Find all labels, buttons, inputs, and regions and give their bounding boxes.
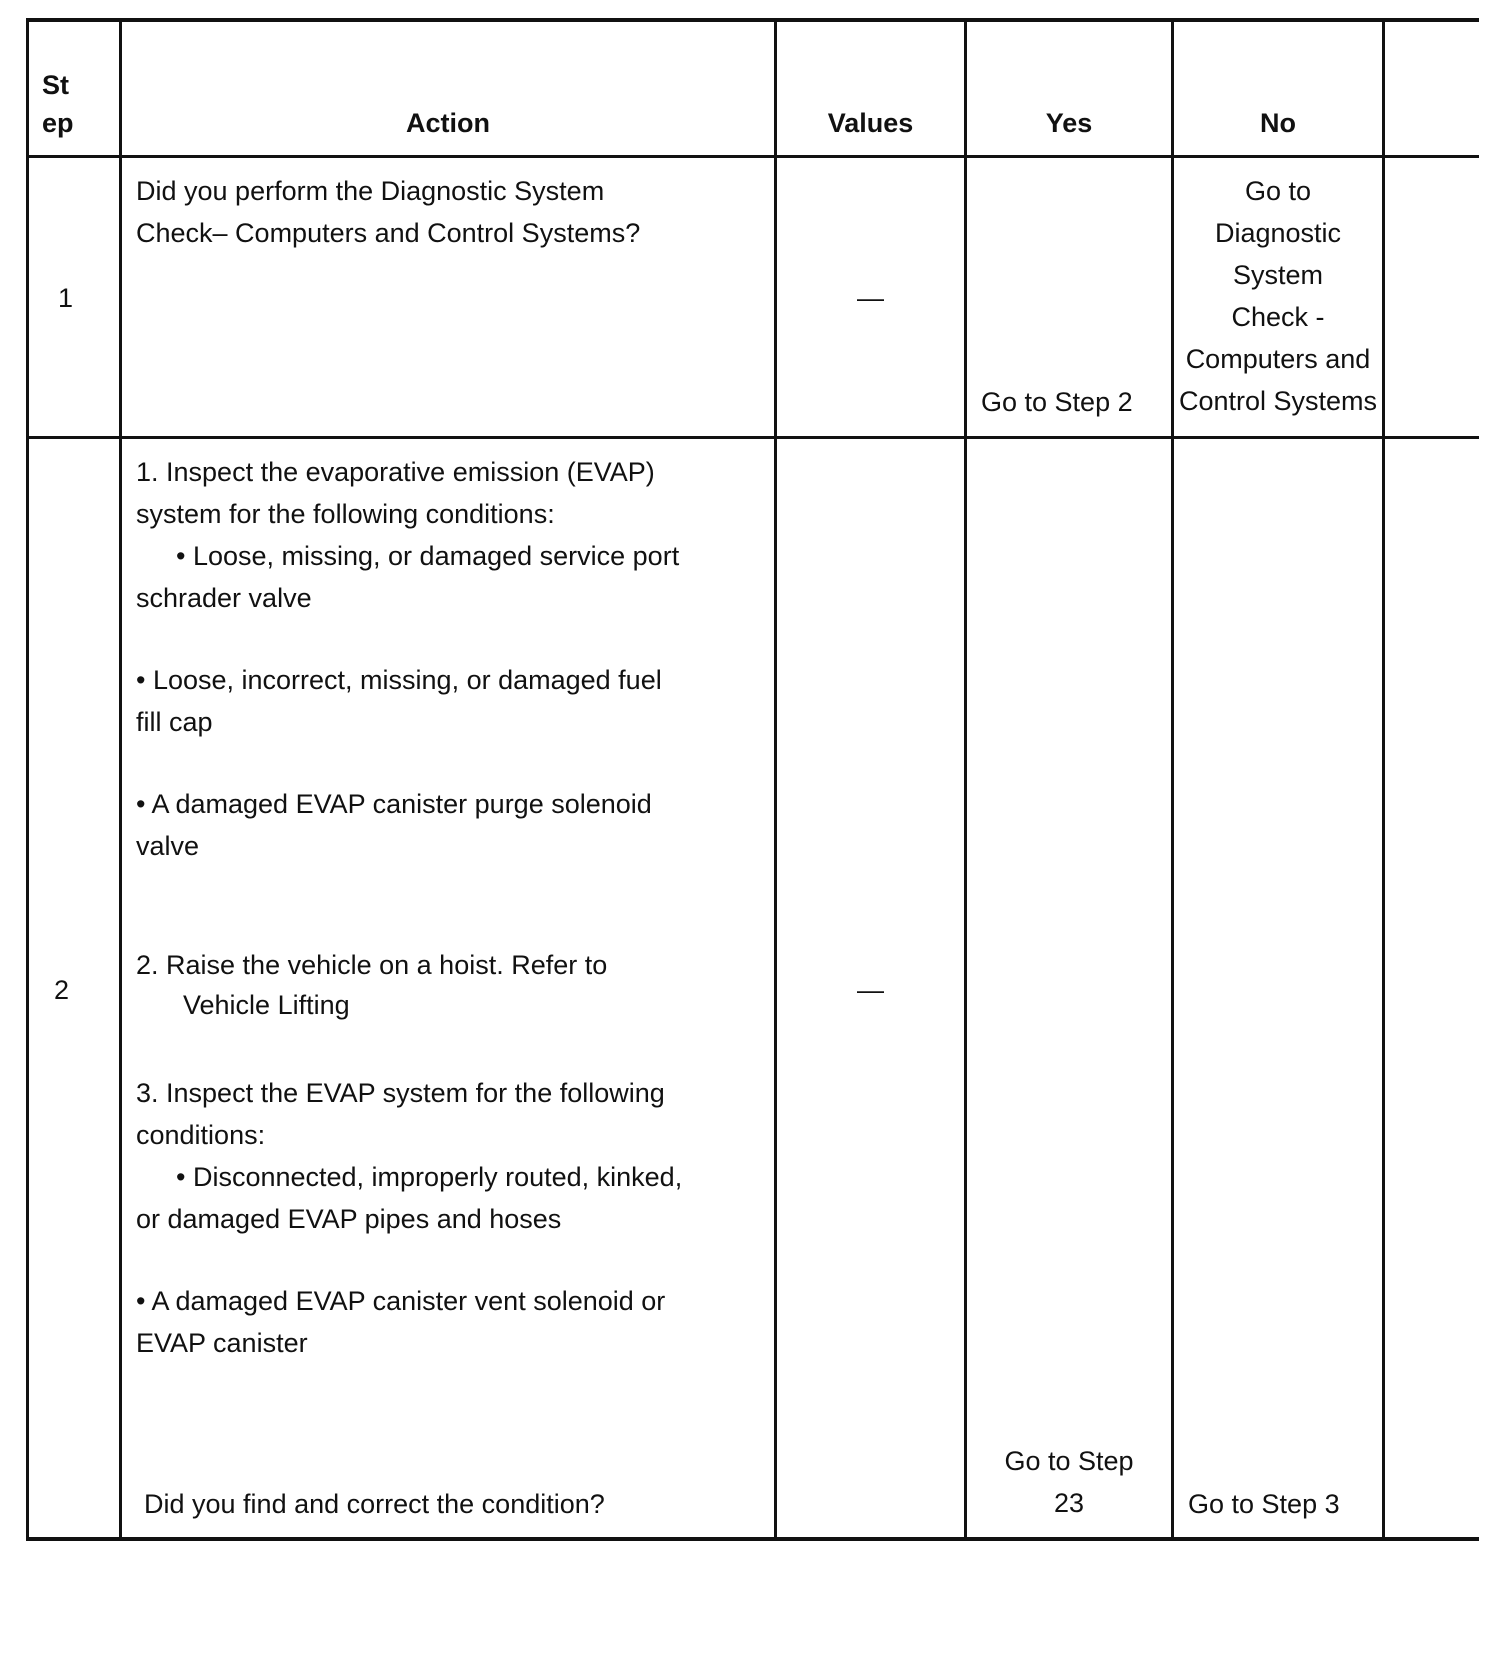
step-number: 2 [54,975,70,1005]
table-border-left [26,18,29,1541]
action-bullet-1: • Loose, missing, or damaged service port schrader valve [136,541,680,613]
action-question: Did you find and correct the condition? [144,1489,605,1519]
table-border-bottom [26,1537,1479,1541]
header-step: St ep [42,70,74,138]
header-no: No [1260,108,1296,138]
step-number: 1 [58,283,74,313]
table-border-top [26,18,1479,22]
col-divider-step [119,18,122,1541]
yes-link[interactable]: Go to Step 23 [1004,1446,1134,1518]
action-item-2: 2. Raise the vehicle on a hoist. Refer to Vehicle Lifting [136,945,607,1025]
action-text: Did you perform the Diagnostic System Check– Computers and Control Systems? [136,176,641,248]
header-values: Values [827,108,914,138]
no-link[interactable]: Go to Step 3 [1188,1489,1340,1519]
diagnostic-table [26,18,1479,1641]
header-yes: Yes [1045,108,1093,138]
row-divider [26,436,1479,439]
col-divider-action [774,18,777,1541]
action-bullet-4: • Disconnected, improperly routed, kinked, or damaged EVAP pipes and hoses [136,1162,683,1234]
table-border-right [1382,18,1385,1541]
value-text: — [857,283,884,313]
col-divider-values [964,18,967,1541]
action-item-3: 3. Inspect the EVAP system for the following conditions: [136,1078,665,1150]
action-bullet-2: • Loose, incorrect, missing, or damaged fuel fill cap [136,665,662,737]
header-divider [26,155,1479,158]
no-link[interactable]: Go to Diagnostic System Check - Computers and Control Systems [1178,176,1378,416]
action-item-1: 1. Inspect the evaporative emission (EVAP) system for the following conditions: [136,457,655,529]
header-action: Action [406,108,490,138]
yes-link[interactable]: Go to Step 2 [981,387,1133,417]
action-bullet-3: • A damaged EVAP canister purge solenoid valve [136,789,652,861]
action-bullet-5: • A damaged EVAP canister vent solenoid or EVAP canister [136,1286,666,1358]
vehicle-lifting-link[interactable]: Vehicle Lifting [183,990,350,1020]
value-text: — [857,975,884,1005]
